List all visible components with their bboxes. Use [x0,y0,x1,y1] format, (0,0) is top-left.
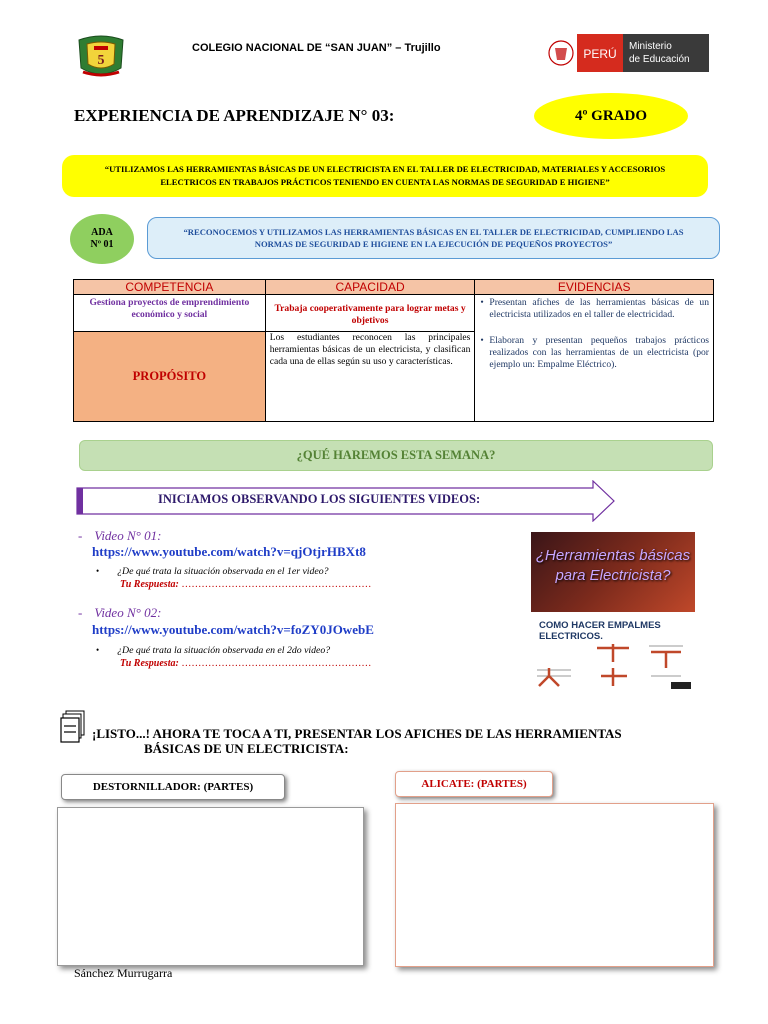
header-capacidad: CAPACIDAD [265,280,475,295]
evidencia-item: • Presentan afiches de las herramientas básicas de un electricista utilizados en el taller de electricidad. [489,297,709,321]
video-2-thumbnail-text [539,620,661,642]
video-2-answer-label: Tu Respuesta: [120,658,179,669]
task-line1: ¡LISTO...! AHORA TE TOCA A TI, PRESENTAR LOS AFICHES DE LAS HERRAMIENTAS [92,726,622,741]
destornillador-poster-area[interactable] [57,807,364,966]
competency-table [73,279,714,422]
video-2-heading [78,604,161,622]
evidencias-cell [475,295,714,422]
video-1-thumbnail[interactable] [531,532,695,612]
competencia-cell: Gestiona proyectos de emprendimiento económico y social [74,295,266,332]
video-2-link[interactable]: https://www.youtube.com/watch?v=foZY0JOwebE [92,622,374,637]
video-2-label: Video N° 02: [94,605,162,620]
header-competencia: COMPETENCIA [74,280,266,295]
peru-label: PERÚ [583,47,617,61]
video-2-thumbnail[interactable] [531,618,695,690]
video-2-dash: - [78,605,83,620]
video-1-answer [120,579,371,590]
main-topic-text: “UTILIZAMOS LAS HERRAMIENTAS BÁSICAS DE UN ELECTRICISTA EN EL TALLER DE ELECTRICIDAD, MATERIALES Y ACCESORIOS ELECTRICOS EN TRABAJOS PRÁCTICOS TENIENDO EN CUENTA LAS NORMAS DE SEGURIDAD E HIGIENE” [104,164,666,187]
alicate-poster-area[interactable] [395,803,714,967]
school-crest-logo [75,34,127,78]
school-name: COLEGIO NACIONAL DE “SAN JUAN” – Trujillo [192,42,441,54]
video-2-bullet: • [96,645,100,655]
video-1-thumbnail-text [531,546,695,586]
video-1-dash: - [78,528,83,543]
video-1-answer-dots: ………………………………………………… [181,579,372,590]
video-1-question-row [96,561,329,579]
destornillador-label [61,774,285,800]
footer-author: Sánchez Murrugarra [74,966,173,980]
document-icon [60,710,86,744]
alicate-label [395,771,553,797]
grade-label: 4º GRADO [574,107,648,124]
proposito-text: Los estudiantes reconocen las principales herramientas básicas de un electricista, y clasifican cada una de ellas según su uso y características. [265,332,475,422]
video-1-bullet: • [96,566,100,576]
ada-line1: ADA [91,227,113,238]
alicate-label-text: ALICATE: (PARTES) [421,778,527,790]
video-1-answer-label: Tu Respuesta: [120,579,179,590]
video-1-thumbnail-line2: para Electricista? [555,567,671,584]
video-2-question-row [96,640,330,658]
wire-splice-diagram-icon [531,642,695,690]
video-2-answer-dots: ………………………………………………… [181,658,372,669]
experience-title: EXPERIENCIA DE APRENDIZAJE N° 03: [74,106,395,125]
task-instructions [92,726,622,756]
ada-badge [70,214,134,264]
peru-ministry-logo [547,34,709,72]
video-1-question: ¿De qué trata la situación observada en el 1er video? [117,566,329,577]
ministry-line1: Ministerio [629,41,672,52]
ada-description: “RECONOCEMOS Y UTILIZAMOS LAS HERRAMIENTAS BÁSICAS EN EL TALLER DE ELECTRICIDAD, CUMPLIENDO LAS NORMAS DE SEGURIDAD E HIGIENE EN LA EJECUCIÓN DE PEQUEÑOS PROYECTOS” [183,227,684,249]
arrow-banner-text: INICIAMOS OBSERVANDO LOS SIGUIENTES VIDEOS: [158,492,481,506]
grade-badge [534,93,688,139]
ada-description-banner [147,217,720,259]
week-banner [79,440,713,471]
header-evidencias: EVIDENCIAS [475,280,714,295]
ministry-line2: de Educación [629,54,690,65]
capacidad-cell: Trabaja cooperativamente para lograr metas y objetivos [265,295,475,332]
video-2-answer [120,658,371,669]
video-1-thumbnail-line1: ¿Herramientas básicas [535,547,691,564]
school-logo-number: 5 [97,53,105,68]
proposito-label: PROPÓSITO [74,332,266,422]
video-2-question: ¿De qué trata la situación observada en el 2do video? [117,645,331,656]
main-topic-banner [62,155,708,197]
video-2-thumbnail-line1: COMO HACER EMPALMES [539,620,661,631]
video-1-heading [78,527,161,545]
evidencia-item: • Elaboran y presentan pequeños trabajos prácticos realizados con las herramientas de un electricista (por ejemplo un: Empalme Eléctrico). [489,335,709,371]
video-2-thumbnail-line2: ELECTRICOS. [539,631,603,642]
task-line2: BÁSICAS DE UN ELECTRICISTA: [144,741,349,756]
video-1-label: Video N° 01: [94,528,162,543]
destornillador-label-text: DESTORNILLADOR: (PARTES) [92,781,254,793]
week-banner-text: ¿QUÉ HAREMOS ESTA SEMANA? [296,448,496,462]
ada-line2: Nº 01 [90,239,114,250]
video-1-link[interactable]: https://www.youtube.com/watch?v=qjOtjrHBXt8 [92,544,366,559]
